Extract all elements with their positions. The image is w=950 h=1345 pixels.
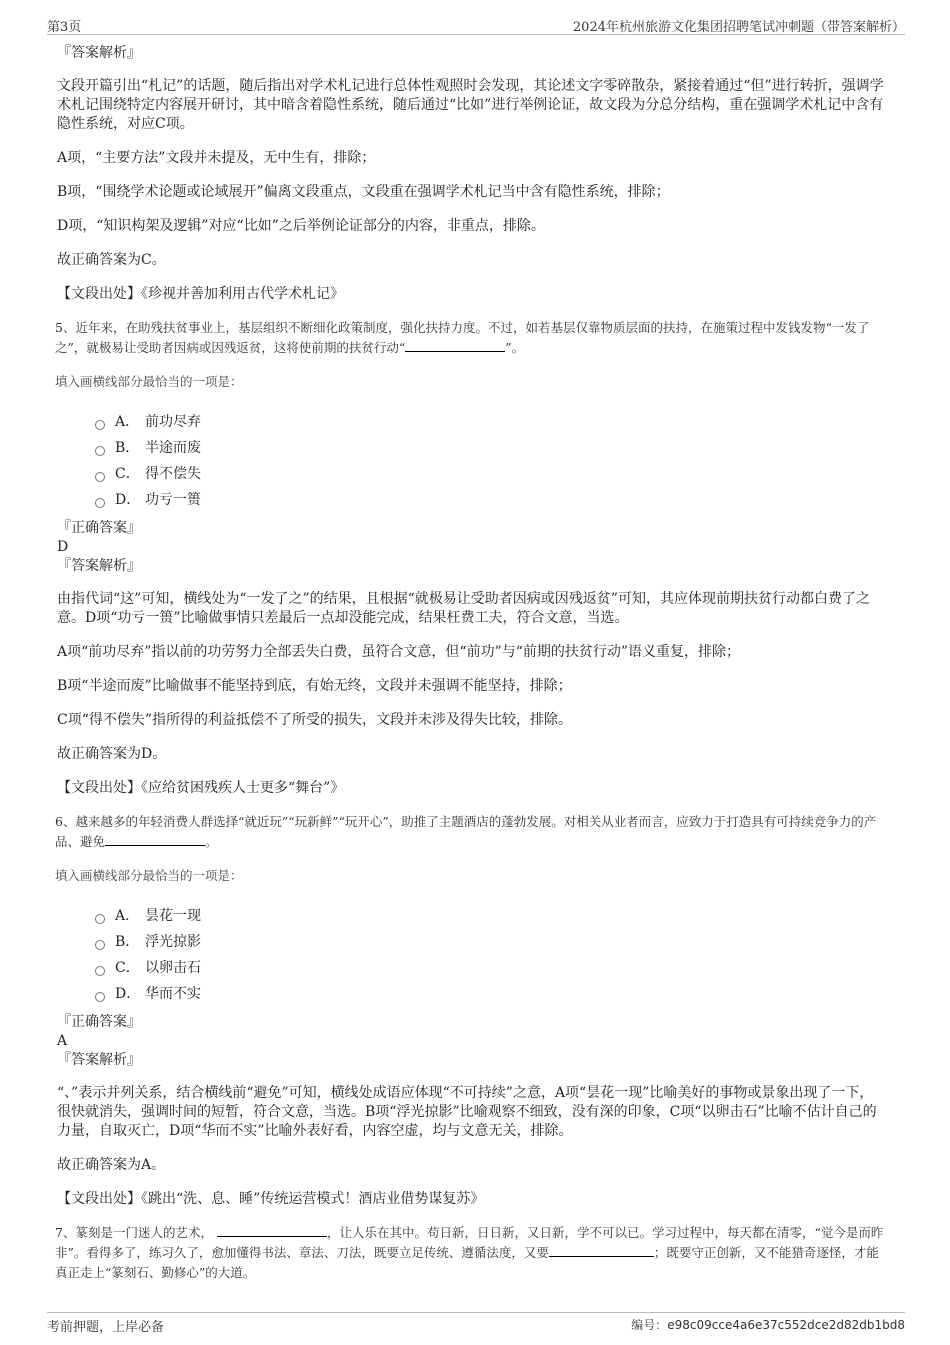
source-citation: 【文段出处】《应给贫困残疾人士更多“舞台”》: [57, 780, 345, 796]
radio-icon[interactable]: [95, 472, 105, 482]
question-5: [57, 318, 887, 798]
analysis-conclusion: 故正确答案为A。: [57, 1157, 166, 1173]
radio-icon[interactable]: [95, 940, 105, 950]
question-6: [57, 812, 887, 1209]
option-c[interactable]: [95, 461, 887, 487]
question-instruction: 填入画横线部分最恰当的一项是：: [55, 868, 243, 883]
option-text: 昙花一现: [145, 908, 201, 924]
analysis-paragraph: “、”表示并列关系，结合横线前“避免”可知，横线处成语应体现“不可持续”之意，A项“昙花一现”比喻美好的事物或景象出现了一下，很快就消失，强调时间的短暂，符合文意，当选。B项“浮光掠影”比喻观察不细致，没有深的印象，C项“以卵击石”比喻不估计自己的力量，自取灭亡，D项“华而不实”比喻外表好看，内容空虚，均与文意无关，排除。: [57, 1085, 877, 1139]
source-citation: 【文段出处】《珍视并善加利用古代学术札记》: [57, 286, 344, 302]
answer-blank: [217, 1224, 327, 1237]
analysis-paragraph: A项，“主要方法”文段并未提及，无中生有，排除；: [57, 150, 376, 166]
question-stem-text: 6、越来越多的年轻消费人群选择“就近玩”“玩新鲜”“玩开心”，助推了主题酒店的蓬勃发展。对相关从业者而言，应致力于打造具有可持续竞争力的产品、避免: [55, 814, 877, 849]
source-citation: 【文段出处】《跳出“洗、息、睡”传统运营模式！酒店业借势谋复苏》: [57, 1191, 485, 1207]
question-stem: [55, 1223, 887, 1283]
radio-icon[interactable]: [95, 446, 105, 456]
document-title: 2024年杭州旅游文化集团招聘笔试冲刺题（带答案解析）: [572, 20, 905, 35]
option-text: 以卵击石: [145, 960, 201, 976]
option-letter: C．: [115, 960, 140, 976]
question-stem: [55, 812, 887, 852]
option-text: 功亏一篑: [145, 492, 201, 508]
page-footer: [47, 1312, 905, 1335]
answer-blank: [405, 339, 505, 352]
page-number: 第3页: [47, 20, 82, 35]
option-text: 半途而废: [145, 440, 201, 456]
option-a[interactable]: [95, 409, 887, 435]
option-text: 浮光掠影: [145, 934, 201, 950]
analysis-paragraph: A项“前功尽弃”指以前的功劳努力全部丢失白费，虽符合文意，但“前功”与“前期的扶贫行动”语义重复，排除；: [57, 644, 741, 660]
analysis-conclusion: 故正确答案为D。: [57, 746, 167, 762]
analysis-tag: 『答案解析』: [57, 1052, 141, 1068]
option-d[interactable]: [95, 981, 887, 1007]
code-label: 编号：: [631, 1318, 668, 1332]
question-7: [57, 1223, 887, 1283]
code-value: e98c09cce4a6e37c552dce2d82db1bd8: [667, 1318, 905, 1332]
option-list: [95, 409, 887, 513]
option-b[interactable]: [95, 929, 887, 955]
option-list: [95, 903, 887, 1007]
question-stem-text: 5、近年来，在助残扶贫事业上，基层组织不断细化政策制度，强化扶持力度。不过，如若基层仅靠物质层面的扶持，在施策过程中发钱发物“一发了之”，就极易让受助者因病或因残返贫，这将使前期的扶贫行动“: [55, 320, 870, 355]
option-text: 华而不实: [145, 986, 201, 1002]
correct-answer: A: [57, 1033, 68, 1049]
option-letter: D．: [115, 986, 141, 1002]
question-stem: [55, 318, 887, 358]
question-stem-tail: 。: [205, 834, 218, 849]
analysis-paragraph: D项，“知识构架及逻辑”对应“比如”之后举例论证部分的内容，非重点，排除。: [57, 218, 545, 234]
question-stem-tail: ”。: [505, 340, 525, 355]
option-letter: B．: [115, 934, 140, 950]
option-letter: C．: [115, 466, 140, 482]
option-b[interactable]: [95, 435, 887, 461]
question-stem-text: ；既要守正创新，又不能猎奇逐怪，才能真正走上“篆刻石、勤修心”的大道。: [55, 1245, 879, 1280]
option-letter: A．: [115, 908, 140, 924]
correct-answer: D: [57, 539, 69, 555]
radio-icon[interactable]: [95, 420, 105, 430]
question-stem-text: 7、篆刻是一门迷人的艺术，: [55, 1225, 213, 1240]
question-instruction: 填入画横线部分最恰当的一项是：: [55, 374, 243, 389]
radio-icon[interactable]: [95, 992, 105, 1002]
analysis-paragraph: 由指代词“这”可知，横线处为“一发了之”的结果，且根据“就极易让受助者因病或因残返贫”可知，其应体现前期扶贫行动都白费了之意。D项“功亏一篑”比喻做事情只差最后一点却没能完成，结果枉费工夫，符合文意，当选。: [57, 591, 870, 626]
option-letter: A．: [115, 414, 140, 430]
question-stem-text: ，让人乐在其中。苟日新，日日新，又日新，学不可以已。学习过程中，每天都在清零，“觉今是而昨非”。看得多了，练习久了，愈加懂得书法、章法、刀法，既要立足传统、遵循法度，又要: [55, 1225, 884, 1260]
option-letter: B．: [115, 440, 140, 456]
answer-blank: [105, 833, 205, 846]
radio-icon[interactable]: [95, 966, 105, 976]
option-text: 前功尽弃: [145, 414, 201, 430]
q4-analysis-section: [57, 44, 887, 304]
analysis-paragraph: B项，“围绕学术论题或论域展开”偏离文段重点，文段重在强调学术札记当中含有隐性系统，排除；: [57, 184, 670, 200]
footer-slogan: 考前押题，上岸必备: [47, 1320, 165, 1335]
radio-icon[interactable]: [95, 498, 105, 508]
analysis-paragraph: B项“半途而废”比喻做事不能坚持到底，有始无终，文段并未强调不能坚持，排除；: [57, 678, 572, 694]
analysis-paragraph: 文段开篇引出“札记”的话题，随后指出对学术札记进行总体性观照时会发现，其论述文字零碎散杂，紧接着通过“但”进行转折，强调学术札记围绕特定内容展开研讨，其中暗含着隐性系统，随后通过“比如”进行举例论证，故文段为分总分结构，重在强调学术札记中含有隐性系统，对应C项。: [57, 78, 884, 132]
option-a[interactable]: [95, 903, 887, 929]
analysis-tag: 『答案解析』: [57, 558, 141, 574]
page-header: [47, 12, 905, 35]
correct-answer-tag: 『正确答案』: [57, 520, 141, 536]
document-code: [631, 1316, 905, 1333]
correct-answer-tag: 『正确答案』: [57, 1014, 141, 1030]
option-letter: D．: [115, 492, 141, 508]
option-d[interactable]: [95, 487, 887, 513]
document-body: [57, 44, 887, 1297]
analysis-tag: 『答案解析』: [57, 45, 141, 61]
option-text: 得不偿失: [145, 466, 201, 482]
answer-blank: [549, 1244, 654, 1257]
radio-icon[interactable]: [95, 914, 105, 924]
analysis-conclusion: 故正确答案为C。: [57, 252, 166, 268]
option-c[interactable]: [95, 955, 887, 981]
analysis-paragraph: C项“得不偿失”指所得的利益抵偿不了所受的损失，文段并未涉及得失比较，排除。: [57, 712, 573, 728]
